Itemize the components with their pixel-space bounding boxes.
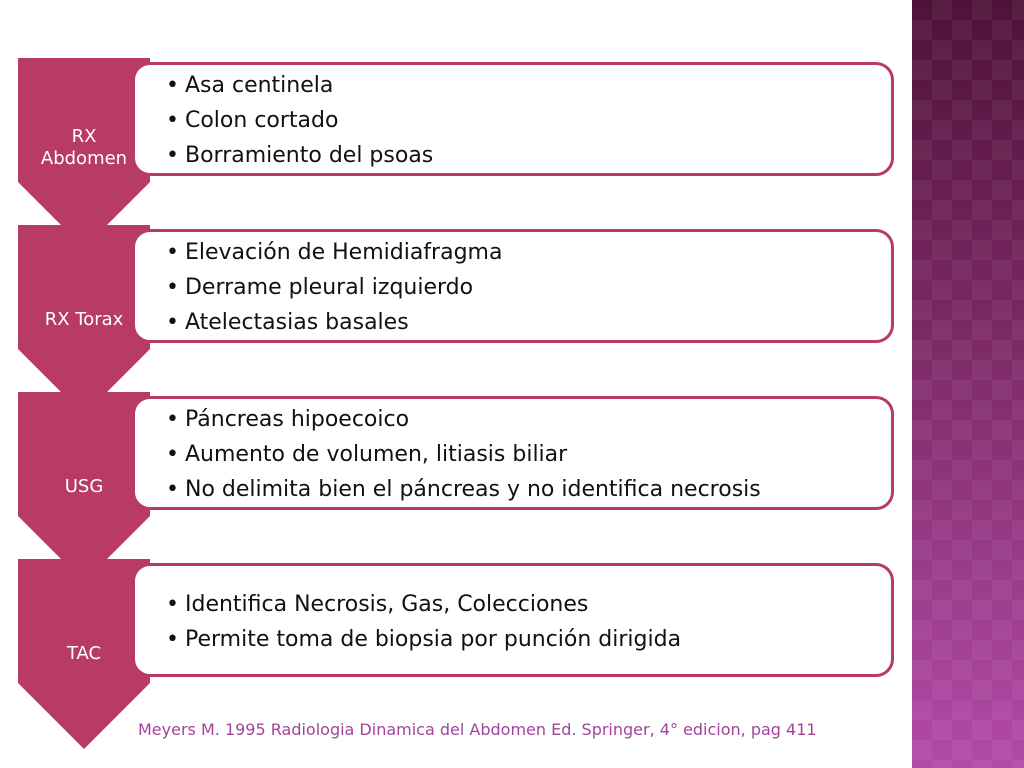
row-label — [18, 476, 150, 498]
process-row-rx-torax — [0, 225, 912, 415]
bullet-list — [166, 402, 886, 507]
row-label — [18, 643, 150, 665]
bullet-list — [166, 587, 886, 657]
row-label — [18, 126, 150, 170]
row-label-line: USG — [64, 476, 104, 497]
bullet-item: • Asa centinela — [166, 68, 886, 103]
bullet-list — [166, 235, 886, 340]
bullet-item: • Derrame pleural izquierdo — [166, 270, 886, 305]
row-label — [18, 309, 150, 331]
row-label-line: RX — [71, 126, 97, 147]
citation-text: Meyers M. 1995 Radiologia Dinamica del Abdomen Ed. Springer, 4° edicion, pag 411 — [138, 720, 817, 739]
bullet-item: • Permite toma de biopsia por punción dirigida — [166, 622, 886, 657]
bullet-item: • Aumento de volumen, litiasis biliar — [166, 437, 886, 472]
row-label-line: TAC — [66, 643, 102, 664]
bullet-list — [166, 68, 886, 173]
bullet-item: • Colon cortado — [166, 103, 886, 138]
decorative-side-band — [912, 0, 1024, 768]
bullet-item: • No delimita bien el páncreas y no identifica necrosis — [166, 472, 886, 507]
process-row-usg — [0, 392, 912, 582]
bullet-item: • Identifica Necrosis, Gas, Colecciones — [166, 587, 886, 622]
bullet-item: • Borramiento del psoas — [166, 138, 886, 173]
row-label-line: Abdomen — [40, 148, 128, 169]
bullet-item: • Atelectasias basales — [166, 305, 886, 340]
process-row-rx-abdomen — [0, 58, 912, 248]
bullet-item: • Elevación de Hemidiafragma — [166, 235, 886, 270]
bullet-item: • Páncreas hipoecoico — [166, 402, 886, 437]
row-label-line: RX Torax — [44, 309, 124, 330]
